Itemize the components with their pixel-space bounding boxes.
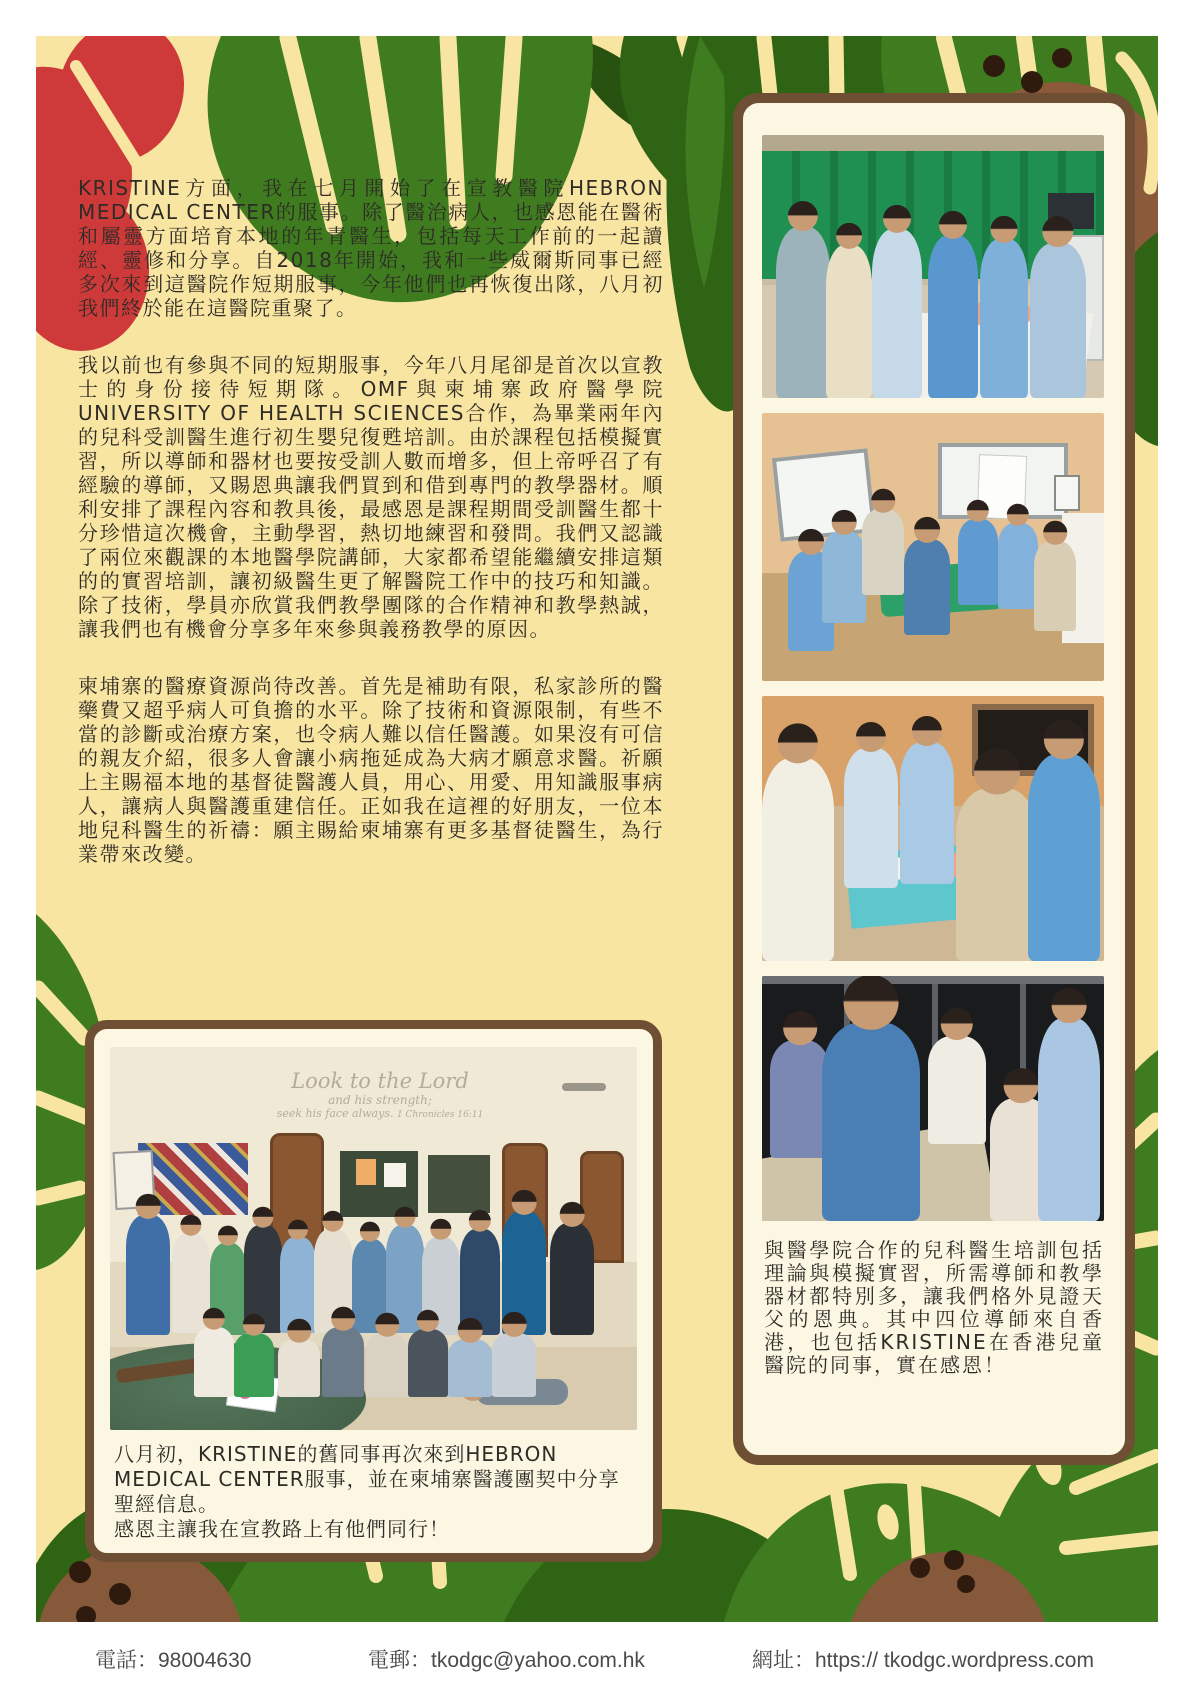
person-figure [958,519,998,605]
notice-paper [356,1159,376,1185]
notice-board [428,1155,490,1213]
person-figure [550,1223,594,1335]
person-figure [956,788,1038,961]
person-figure [776,227,830,398]
person-figure [900,742,954,884]
person-figure [826,245,872,398]
person-figure [1034,541,1076,631]
person-figure [126,1215,170,1335]
phone-contact: 電話：98004630 [95,1649,252,1672]
photo-evening-debrief [762,976,1104,1221]
person-figure [408,1329,448,1397]
photo-training-room-briefing [762,135,1104,398]
wall-scripture-text: Look to the Lord and his strength; seek his face always. 1 Chronicles 16:11 [276,1069,484,1120]
right-panel-caption: 與醫學院合作的兒科醫生培訓包括理論與模擬實習，所需導師和教學器材都特別多，讓我們格外見證天父的恩典。其中四位導師來自香港，也包括KRISTINE在香港兒童醫院的同事，實在感恩！ [764,1238,1104,1377]
person-figure [762,758,834,961]
person-figure [822,531,866,623]
photo-group-church-hall [110,1047,637,1430]
person-figure [904,539,950,635]
person-figure [234,1333,274,1397]
eye-chart [1054,475,1080,511]
group-photo-card [85,1020,662,1562]
person-figure [448,1339,492,1397]
notice-paper [384,1163,406,1187]
person-figure [928,235,978,398]
person-figure [844,748,898,888]
photo-classroom-discussion [762,413,1104,681]
group-photo-caption: 八月初，KRISTINE的舊同事再次來到HEBRON MEDICAL CENTER服事，並在柬埔寨醫護團契中分享聖經信息。 感恩主讓我在宣教路上有他們同行！ [114,1442,620,1541]
person-figure [278,1339,320,1397]
person-figure [872,229,922,398]
ceiling-fan [562,1083,606,1091]
person-figure [770,1040,830,1158]
window-frame [762,976,1104,984]
right-photo-panel [733,93,1135,1465]
person-figure [194,1327,234,1397]
person-figure [862,509,904,595]
person-figure [1030,243,1086,398]
person-figure [928,1036,986,1144]
paragraph-short-term-team-training: 我以前也有參與不同的短期服事，今年八月尾卻是首次以宣教士的身份接待短期隊。OMF與柬埔寨政府醫學院 UNIVERSITY OF HEALTH SCIENCES合作，為畢業兩年內的兒科受訓醫生進行初生嬰兒復甦培訓。由於課程包括模擬實習，所以導師和器材也要按受訓人數而增多，但上帝呼召了有經驗的導師，又賜恩典讓我們買到和借到專門的教學器材。順利安排了課程內容和教具後，最感恩是課程期間受訓醫生都十分珍惜這次機會，主動學習，熱切地練習和發問。我們又認識了兩位來觀課的本地醫學院講師，大家都希望能繼續安排這類的的實習培訓，讓初級醫生更了解醫院工作中的技巧和知識。除了技術，學員亦欣賞我們教學團隊的合作精神和教學熱誠，讓我們也有機會分享多年來參與義務教學的原因。 [78,353,664,641]
whiteboard [772,448,876,542]
paragraph-cambodia-medical-resources: 柬埔寨的醫療資源尚待改善。首先是補助有限，私家診所的醫藥費又超乎病人可負擔的水平。除了技術和資源限制，有些不當的診斷或治療方案，也令病人難以信任醫護。如果沒有可信的親友介紹，很多人會讓小病拖延成為大病才願意求醫。祈願上主賜福本地的基督徒醫護人員，用心、用愛、用知識服事病人，讓病人與醫護重建信任。正如我在這裡的好朋友，一位本地兒科醫生的祈禱：願主賜給柬埔寨有更多基督徒醫生，為行業帶來改變。 [78,674,664,866]
newsletter-article [78,176,664,899]
contact-footer [0,1622,1200,1697]
person-figure [322,1327,364,1397]
person-figure [980,239,1028,398]
website-contact: 網址：https:// tkodgc.wordpress.com [752,1649,1094,1672]
person-figure [1028,754,1100,961]
person-figure [366,1333,408,1397]
email-contact: 電郵：tkodgc@yahoo.com.hk [368,1649,645,1672]
person-figure [822,1022,920,1221]
person-figure [1038,1018,1100,1221]
person-figure [492,1333,536,1397]
photo-practical-skills-session [762,696,1104,961]
newsletter-content-area [36,36,1158,1622]
person-figure [998,523,1038,609]
paragraph-kristine-hebron: KRISTINE方面，我在七月開始了在宣教醫院HEBRON MEDICAL CENTER的服事。除了醫治病人，也感恩能在醫術和屬靈方面培育本地的年青醫生，包括每天工作前的一起讀經、靈修和分享。自2018年開始，我和一些威爾斯同事已經多次來到這醫院作短期服事，今年他們也再恢復出隊，八月初我們終於能在這醫院重聚了。 [78,176,664,320]
